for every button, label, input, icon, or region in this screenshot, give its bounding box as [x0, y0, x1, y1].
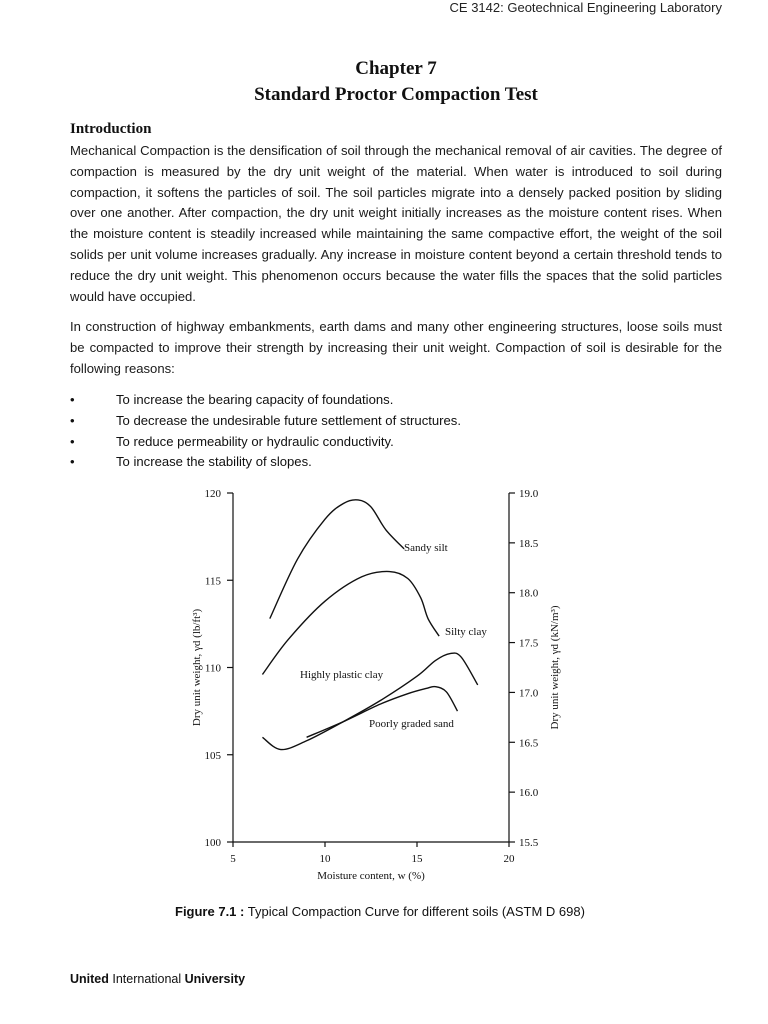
intro-paragraph-1: Mechanical Compaction is the densification of soil through the mechanical removal of air cavities. The degree of compaction is measured by the dry unit weight of the material. When water is introduced to soil during compaction, it softens the particles of soil. The soil particles migrate into a densely packed position by sliding over one another. After compaction, the dry unit weight initially increases as the moisture content rises. When the moisture content is steadily increased while maintaining the same compactive effort, the weight of the soil solids per unit volume increases gradually. Any increase in moisture content beyond a certain threshold tends to reduce the dry unit weight. This phenomenon occurs because the water fills the spaces that the solid particles would have occupied. — [70, 143, 722, 304]
y-right-tick-label: 17.0 — [519, 687, 539, 700]
figure-caption-text: Typical Compaction Curve for different soils (ASTM D 698) — [244, 904, 585, 919]
y-left-tick-label: 110 — [204, 662, 221, 675]
series-label-sandy-silt: Sandy silt — [404, 542, 448, 554]
list-item: • To increase the bearing capacity of foundations. — [70, 390, 461, 411]
curve-silty-clay — [262, 571, 439, 674]
list-item: • To decrease the undesirable future settlement of structures. — [70, 411, 461, 432]
curve-sandy-silt — [270, 500, 404, 619]
curve-highly-plastic-clay — [262, 653, 477, 750]
figure-caption-label: Figure 7.1 : — [175, 904, 245, 919]
chart-labels — [191, 488, 561, 882]
y-right-tick-label: 19.0 — [519, 488, 539, 500]
footer-word-3: University — [184, 972, 246, 986]
footer-word-2: International — [108, 972, 185, 986]
series-label-poorly-graded-sand: Poorly graded sand — [369, 718, 454, 730]
course-header: CE 3142: Geotechnical Engineering Laboratory — [449, 0, 722, 15]
section-heading-introduction: Introduction — [70, 121, 152, 137]
y-left-axis-label: Dry unit weight, γd (lb/ft³) — [191, 608, 203, 727]
y-right-tick-label: 15.5 — [519, 837, 539, 849]
intro-paragraph-2: In construction of highway embankments, earth dams and many other engineering structures, loose soils must be compacted to improve their strength by increasing their unit weight. Compaction of soil is desirable for the following reasons: — [70, 319, 722, 376]
footer-university — [70, 972, 245, 986]
y-right-tick-label: 18.5 — [519, 537, 539, 550]
footer-word-1: United — [70, 972, 109, 986]
x-tick-label: 5 — [230, 853, 236, 865]
list-item: • To increase the stability of slopes. — [70, 452, 461, 473]
x-tick-label: 10 — [319, 853, 331, 865]
chapter-title: Standard Proctor Compaction Test — [254, 84, 538, 105]
list-item: • To reduce permeability or hydraulic conductivity. — [70, 432, 461, 453]
x-tick-label: 15 — [411, 853, 423, 865]
x-axis-label: Moisture content, w (%) — [317, 870, 425, 882]
series-label-highly-plastic-clay: Highly plastic clay — [300, 669, 384, 681]
y-right-tick-label: 16.0 — [519, 787, 539, 800]
y-right-tick-label: 18.0 — [519, 587, 539, 600]
y-left-tick-label: 105 — [204, 749, 221, 762]
chart-curves — [262, 500, 477, 750]
y-right-tick-label: 17.5 — [519, 637, 539, 650]
y-left-tick-label: 100 — [204, 837, 221, 849]
series-label-silty-clay: Silty clay — [445, 626, 487, 638]
x-tick-label: 20 — [503, 853, 515, 865]
y-right-tick-label: 16.5 — [519, 737, 539, 750]
y-left-tick-label: 115 — [204, 575, 221, 588]
figure-caption — [175, 904, 585, 919]
y-right-axis-label: Dry unit weight, γd (kN/m³) — [549, 605, 561, 730]
chapter-number: Chapter 7 — [355, 58, 437, 79]
y-left-tick-label: 120 — [204, 488, 221, 500]
